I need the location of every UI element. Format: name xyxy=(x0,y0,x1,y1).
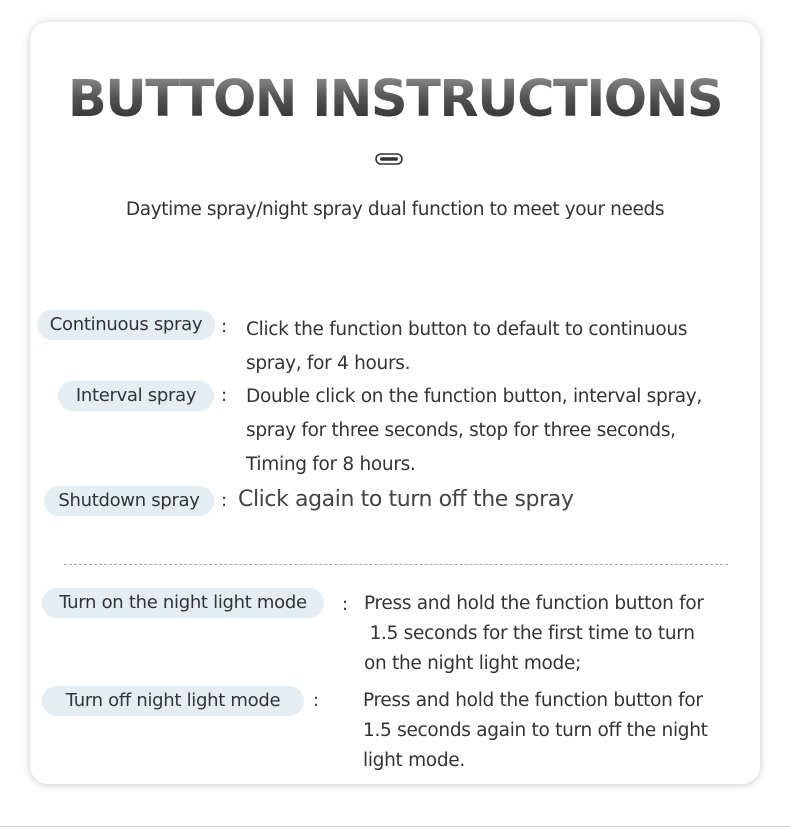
label-night-light-on: Turn on the night light mode xyxy=(42,588,324,618)
desc-line: Double click on the function button, interval spray, xyxy=(246,386,703,407)
desc-line: Press and hold the function button for xyxy=(363,690,703,711)
separator: : xyxy=(313,690,320,711)
separator: : xyxy=(221,385,228,406)
desc-line: 1.5 seconds again to turn off the night xyxy=(363,720,708,741)
label-shutdown-spray: Shutdown spray xyxy=(44,486,214,516)
desc-line: Press and hold the function button for xyxy=(364,593,704,614)
separator: : xyxy=(342,594,349,615)
label-continuous-spray: Continuous spray xyxy=(37,310,215,340)
desc-line: spray for three seconds, stop for three seconds, xyxy=(246,420,676,441)
desc-interval-spray xyxy=(246,380,702,482)
desc-line: 1.5 seconds for the first time to turn xyxy=(364,623,695,644)
desc-night-light-off xyxy=(363,686,708,776)
desc-line: Click the function button to default to continuous xyxy=(246,319,688,340)
separator: : xyxy=(221,316,228,337)
subtitle: Daytime spray/night spray dual function to meet your needs xyxy=(125,199,665,220)
bottom-divider xyxy=(0,826,790,827)
desc-shutdown-spray: Click again to turn off the spray xyxy=(238,487,574,512)
desc-line: light mode. xyxy=(363,750,465,771)
desc-line: on the night light mode; xyxy=(364,653,582,674)
separator: : xyxy=(221,490,228,511)
label-night-light-off: Turn off night light mode xyxy=(42,686,304,716)
page-title: BUTTON INSTRUCTIONS xyxy=(0,70,790,130)
label-interval-spray: Interval spray xyxy=(58,381,214,411)
desc-night-light-on xyxy=(364,589,704,679)
pill-icon xyxy=(375,153,403,165)
desc-continuous-spray xyxy=(246,313,687,381)
desc-line: spray, for 4 hours. xyxy=(246,353,411,374)
desc-line: Timing for 8 hours. xyxy=(246,454,416,475)
dashed-divider xyxy=(64,564,728,565)
